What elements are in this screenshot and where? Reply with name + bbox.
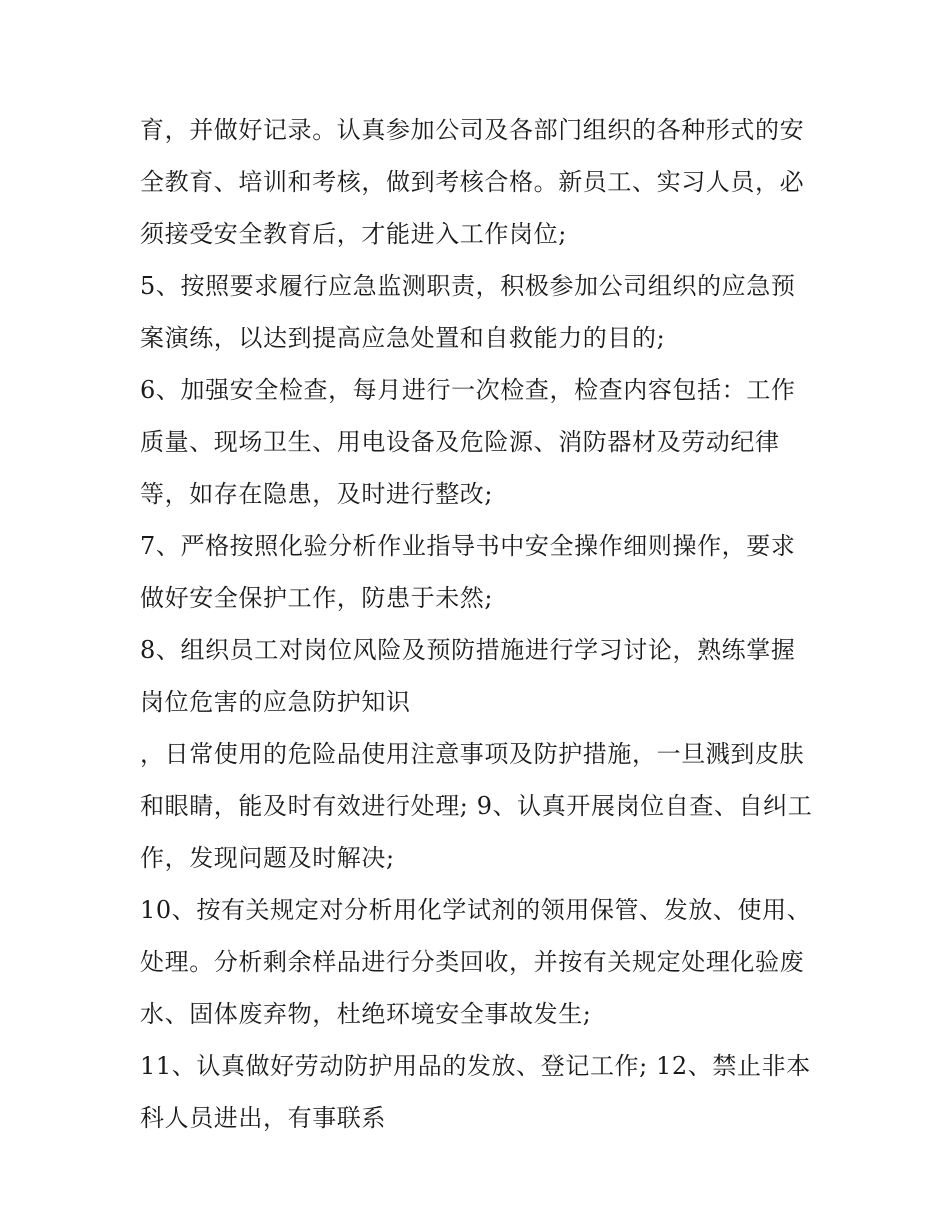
text-line: 科人员进出，有事联系	[140, 1104, 386, 1132]
text-line: 6、加强安全检查，每月进行一次检查，检查内容包括：工作	[140, 376, 796, 404]
text-line: 案演练，以达到提高应急处置和自救能力的目的;	[140, 324, 666, 352]
text-line: 岗位危害的应急防护知识	[140, 688, 411, 716]
text-line: 做好安全保护工作，防患于未然;	[140, 584, 494, 612]
text-line: 和眼睛，能及时有效进行处理; 9、认真开展岗位自查、自纠工	[140, 792, 813, 820]
text-line: 育，并做好记录。认真参加公司及各部门组织的各种形式的安	[140, 116, 805, 144]
text-line: 10、按有关规定对分析用化学试剂的领用保管、发放、使用、	[140, 896, 812, 924]
text-line: 须接受安全教育后，才能进入工作岗位;	[140, 220, 567, 248]
text-line: 5、按照要求履行应急监测职责，积极参加公司组织的应急预	[140, 272, 796, 300]
text-line: ，日常使用的危险品使用注意事项及防护措施，一旦溅到皮肤	[140, 740, 805, 768]
text-line: 8、组织员工对岗位风险及预防措施进行学习讨论，熟练掌握	[140, 636, 796, 664]
text-line: 处理。分析剩余样品进行分类回收，并按有关规定处理化验废	[140, 948, 805, 976]
text-line: 等，如存在隐患，及时进行整改;	[140, 480, 494, 508]
text-line: 全教育、培训和考核，做到考核合格。新员工、实习人员，必	[140, 168, 805, 196]
text-line: 7、严格按照化验分析作业指导书中安全操作细则操作，要求	[140, 532, 796, 560]
document-body	[140, 104, 820, 1144]
text-line: 作，发现问题及时解决;	[140, 844, 395, 872]
text-line: 11、认真做好劳动防护用品的发放、登记工作; 12、禁止非本	[140, 1052, 811, 1080]
text-line: 质量、现场卫生、用电设备及危险源、消防器材及劳动纪律	[140, 428, 780, 456]
text-line: 水、固体废弃物，杜绝环境安全事故发生;	[140, 1000, 592, 1028]
